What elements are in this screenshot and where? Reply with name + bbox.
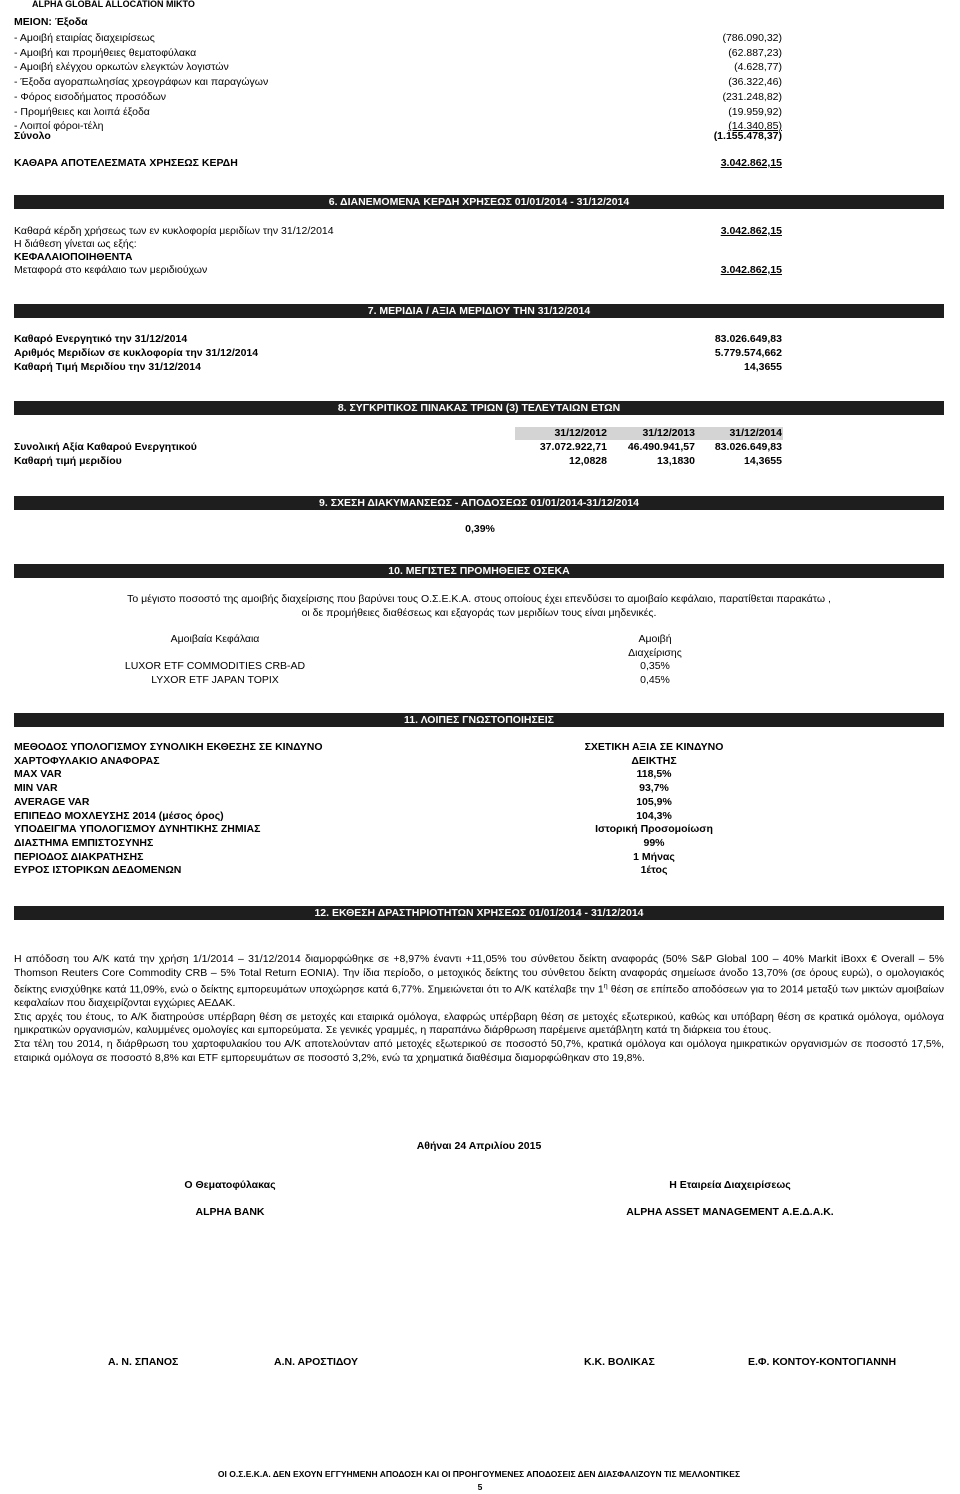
signatory-name: Ε.Φ. ΚΟΝΤΟΥ-ΚΟΝΤΟΓΙΑΝΝΗ <box>748 1356 897 1368</box>
section-11-row-value: Ιστορική Προσομοίωση <box>595 823 713 836</box>
section-11-row-label: ΔΙΑΣΤΗΜΑ ΕΜΠΙΣΤΟΣΥΝΗΣ <box>14 836 154 849</box>
expense-value: (19.959,92) <box>728 105 782 118</box>
section-11-row-label: AVERAGE VAR <box>14 795 90 808</box>
section-11-row-label: ΜΕΘΟΔΟΣ ΥΠΟΛΟΓΙΣΜΟΥ ΣΥΝΟΛΙΚΗ ΕΚΘΕΣΗΣ ΣΕ ΚΙΝΔΥΝΟ <box>14 741 323 753</box>
section-11-row-label: ΕΠΙΠΕΔΟ ΜΟΧΛΕΥΣΗΣ 2014 (μέσος όρος) <box>14 809 224 822</box>
expenses-total-label: Σύνολο <box>14 130 51 142</box>
expense-label: - Φόρος εισοδήματος προσόδων <box>14 90 167 103</box>
page-number: 5 <box>477 1482 483 1492</box>
expense-value: (786.090,32) <box>722 32 782 44</box>
net-result-label: ΚΑΘΑΡΑ ΑΠΟΤΕΛΕΣΜΑΤΑ ΧΡΗΣΕΩΣ ΚΕΡΔΗ <box>14 157 238 169</box>
expense-value: (36.322,46) <box>728 76 782 89</box>
section-11-row-value: 93,7% <box>639 782 669 795</box>
section-6-net-profit-value: 3.042.862,15 <box>720 225 782 237</box>
section-10-fund-name: LUXOR ETF COMMODITIES CRB-AD <box>124 660 306 672</box>
section-7-row-label: Αριθμός Μεριδίων σε κυκλοφορία την 31/12/2014 <box>14 347 259 359</box>
expense-label: - Αμοιβή εταιρίας διαχειρίσεως <box>14 32 155 44</box>
expenses-total-value: (1.155.478,37) <box>713 130 782 142</box>
section-11-row-value: 1 Μήνας <box>633 850 675 863</box>
place-date: Αθήναι 24 Απριλίου 2015 <box>416 1140 542 1152</box>
section-12-paragraph-3: Στα τέλη του 2014, η διάρθρωση του χαρτοφυλακίου του Α/Κ αποτελούνταν από μετοχές εξωτερικού σε ποσοστό 50,7%, κρατικά ομόλογα και ομόλογα ημικρατικών οργανισμών σε ποσοστό 17,5%, εταιρικά ομόλογα σε ποσοστό 8,8% και ETF εμπορευμάτων σε ποσοστό 3,2%, ενώ τα χρηματικά διαθέσιμα διαμορφώθηκαν στο 19,8%. <box>14 1038 944 1064</box>
section-10-text-line1: Το μέγιστο ποσοστό της αμοιβής διαχείρισης που βαρύνει τους Ο.Σ.Ε.Κ.Α. στους οποίους έχει επενδύσει το αμοιβαίο κεφάλαιο, παρατίθεται παρακάτω , <box>127 593 831 605</box>
expense-value: (231.248,82) <box>722 90 782 103</box>
section-12-paragraph-1: Η απόδοση του Α/Κ κατά την χρήση 1/1/2014 – 31/12/2014 διαμορφώθηκε σε +8,97% έναντι +11,05% του σύνθετου δείκτη αναφοράς (50% S&P Global 100 – 40% Markit iBoxx € Overall – 5% Thomson Reuters Core Commodity CRB – 5% Total Return EONIA). Την ίδια περίοδο, ο μετοχικός δείκτης του σύνθετου δείκτη αναφοράς σημείωσε άνοδο 13,70% (σε όρους ευρώ), ο ομολογιακός δείκτης ενισχύθηκε κατά 11,09%, ενώ ο δείκτης εμπορευμάτων υποχώρησε κατά 6,77%. Σημειώνεται ότι το Α/Κ κατέλαβε την $1^\eta$ θέση σε επίπεδο αποδόσεων για το 2014 μεταξύ των μικτών αμοιβαίων κεφαλαίων που διαχειρίζονται εγχώριες ΑΕΔΑΚ. <box>14 953 945 1010</box>
footer-disclaimer: ΟΙ Ο.Σ.Ε.Κ.Α. ΔΕΝ ΕΧΟΥΝ ΕΓΓΥΗΜΕΝΗ ΑΠΟΔΟΣΗ ΚΑΙ ΟΙ ΠΡΟΗΓΟΥΜΕΝΕΣ ΑΠΟΔΟΣΕΙΣ ΔΕΝ ΔΙΑΣΦΑΛΙΖΟΥΝ ΤΙΣ ΜΕΛΛΟΝΤΙΚΕΣ <box>217 1469 741 1479</box>
section-12-heading: 12. ΕΚΘΕΣΗ ΔΡΑΣΤΗΡΙΟΤΗΤΩΝ ΧΡΗΣΕΩΣ 01/01/2014 - 31/12/2014 <box>14 906 944 920</box>
section-8-cell: 12,0828 <box>569 455 607 467</box>
section-11-row-value: 1έτος <box>640 864 668 877</box>
section-8-cell: 83.026.649,83 <box>714 441 782 453</box>
custodian-name: ALPHA BANK <box>195 1206 265 1218</box>
expense-value: (14.340,85) <box>728 120 782 133</box>
section-8-heading: 8. ΣΥΓΚΡΙΤΙΚΟΣ ΠΙΝΑΚΑΣ ΤΡΙΩΝ (3) ΤΕΛΕΥΤΑΙΩΝ ΕΤΩΝ <box>14 401 944 415</box>
expense-label: - Έξοδα αγοραπωλησίας χρεογράφων και παραγώγων <box>14 76 269 89</box>
expense-label: - Λοιποί φόροι-τέλη <box>14 120 104 133</box>
section-11-heading: 11. ΛΟΙΠΕΣ ΓΝΩΣΤΟΠΟΙΗΣΕΙΣ <box>14 713 944 727</box>
section-11-row-label: ΕΥΡΟΣ ΙΣΤΟΡΙΚΩΝ ΔΕΔΟΜΕΝΩΝ <box>14 864 182 877</box>
section-10-heading: 10. ΜΕΓΙΣΤΕΣ ΠΡΟΜΗΘΕΙΕΣ ΟΣΕΚΑ <box>14 564 944 578</box>
section-10-col1-header: Αμοιβαία Κεφάλαια <box>170 633 260 645</box>
section-11-row-value: 99% <box>643 836 665 849</box>
section-7-row-label: Καθαρό Ενεργητικό την 31/12/2014 <box>14 333 188 345</box>
section-9-value: 0,39% <box>465 523 495 535</box>
section-11-row-value: ΣΧΕΤΙΚΗ ΑΞΙΑ ΣΕ ΚΙΝΔΥΝΟ <box>584 741 724 753</box>
section-7-row-value: 14,3655 <box>744 361 782 373</box>
section-12-paragraph-2: Στις αρχές του έτους, το Α/Κ διατηρούσε υπέρβαρη θέση σε μετοχές και εταιρικά ομόλογα, ελαφρώς υπέρβαρη θέση σε μετοχές εξωτερικού, καθώς και υπόβαρη θέση σε κρατικά ομόλογα, ομόλογα ημικρατικών οργανισμών, καλυμμένες ομολογίες και εμπορεύματα. Σε γενικές γραμμές, η παραπάνω διάρθρωση παρέμεινε αμετάβλητη κατά τη διάρκεια του έτους. <box>14 1010 944 1037</box>
signatory-name: Κ.Κ. ΒΟΛΙΚΑΣ <box>584 1356 655 1368</box>
expense-label: - Αμοιβή και προμήθειες θεματοφύλακα <box>14 46 197 59</box>
expenses-title: ΜΕΙΟΝ: Έξοδα <box>14 16 88 28</box>
company-name: ALPHA ASSET MANAGEMENT Α.Ε.Δ.Α.Κ. <box>626 1206 834 1218</box>
section-11-row-value: ΔΕΙΚΤΗΣ <box>631 754 677 767</box>
section-7-row-value: 83.026.649,83 <box>714 333 782 345</box>
section-11-row-label: ΠΕΡΙΟΔΟΣ ΔΙΑΚΡΑΤΗΣΗΣ <box>14 850 144 863</box>
section-6-transfer-value: 3.042.862,15 <box>720 264 782 276</box>
section-11-row-value: 104,3% <box>636 809 672 822</box>
signatory-name: Α.Ν. ΑΡΟΣΤΙΔΟΥ <box>274 1356 359 1368</box>
expense-label: - Αμοιβή ελέγχου ορκωτών ελεγκτών λογιστών <box>14 61 229 74</box>
section-6-transfer-label: Μεταφορά στο κεφάλαιο των μεριδιούχων <box>14 264 208 276</box>
section-10-text-line2: οι δε προμήθειες διαθέσεως και εξαγοράς των μεριδίων τους είναι μηδενικές. <box>301 607 657 619</box>
section-11-row-label: ΧΑΡΤΟΦΥΛΑΚΙΟ ΑΝΑΦΟΡΑΣ <box>14 754 160 767</box>
net-result-value: 3.042.862,15 <box>720 157 782 169</box>
section-8-column-header: 31/12/2014 <box>729 427 782 439</box>
section-7-heading: 7. ΜΕΡΙΔΙΑ / ΑΞΙΑ ΜΕΡΙΔΙΟΥ ΤΗΝ 31/12/2014 <box>14 304 944 318</box>
signatory-name: Α. Ν. ΣΠΑΝΟΣ <box>108 1356 179 1368</box>
section-11-row-label: ΥΠΟΔΕΙΓΜΑ ΥΠΟΛΟΓΙΣΜΟΥ ΔΥΝΗΤΙΚΗΣ ΖΗΜΙΑΣ <box>14 823 261 836</box>
section-10-col2-header-1: Αμοιβή <box>638 633 672 645</box>
section-10-fund-fee: 0,35% <box>640 660 670 672</box>
expense-value: (4.628,77) <box>734 61 782 74</box>
section-10-fund-fee: 0,45% <box>640 674 670 686</box>
section-11-row-label: MIN VAR <box>14 782 58 795</box>
section-11-row-value: 105,9% <box>636 795 672 808</box>
section-7-row-label: Καθαρή Τιμή Μεριδίου την 31/12/2014 <box>14 361 201 373</box>
section-6-heading: 6. ΔΙΑΝΕΜΟΜΕΝΑ ΚΕΡΔΗ ΧΡΗΣΕΩΣ 01/01/2014 - 31/12/2014 <box>14 195 944 209</box>
section-6-capitalized-label: ΚΕΦΑΛΑΙΟΠΟΙΗΘΕΝΤΑ <box>14 251 133 263</box>
section-7-row-value: 5.779.574,662 <box>714 347 782 359</box>
section-11-row-label: MAX VAR <box>14 768 62 781</box>
section-9-heading: 9. ΣΧΕΣΗ ΔΙΑΚΥΜΑΝΣΕΩΣ - ΑΠΟΔΟΣΕΩΣ 01/01/2014-31/12/2014 <box>14 496 944 510</box>
expense-value: (62.887,23) <box>728 46 782 59</box>
expense-label: - Προμήθειες και λοιπά έξοδα <box>14 105 150 118</box>
custodian-title: Ο Θεματοφύλακας <box>184 1179 276 1191</box>
section-11-row-value: 118,5% <box>636 768 672 781</box>
section-8-column-header: 31/12/2013 <box>642 427 695 439</box>
section-12-report <box>14 953 944 1065</box>
section-6-net-profit-label: Καθαρά κέρδη χρήσεως των εν κυκλοφορία μεριδίων την 31/12/2014 <box>14 225 334 237</box>
section-8-column-header: 31/12/2012 <box>554 427 607 439</box>
section-10-col2-header-2: Διαχείρισης <box>628 647 682 659</box>
company-title: Η Εταιρεία Διαχειρίσεως <box>669 1179 791 1191</box>
section-8-row-label: Καθαρή τιμή μεριδίου <box>14 455 122 467</box>
fund-name: ALPHA GLOBAL ALLOCATION ΜΙΚΤΟ <box>32 0 195 9</box>
section-8-cell: 14,3655 <box>744 455 782 467</box>
section-8-cell: 46.490.941,57 <box>627 441 695 453</box>
section-10-fund-name: LYXOR ETF JAPAN TOPIX <box>151 674 279 686</box>
section-6-distribution-label: Η διάθεση γίνεται ως εξής: <box>14 238 137 250</box>
section-8-cell: 13,1830 <box>657 455 695 467</box>
section-8-cell: 37.072.922,71 <box>539 441 607 453</box>
section-8-row-label: Συνολική Αξία Καθαρού Ενεργητικού <box>14 441 197 453</box>
